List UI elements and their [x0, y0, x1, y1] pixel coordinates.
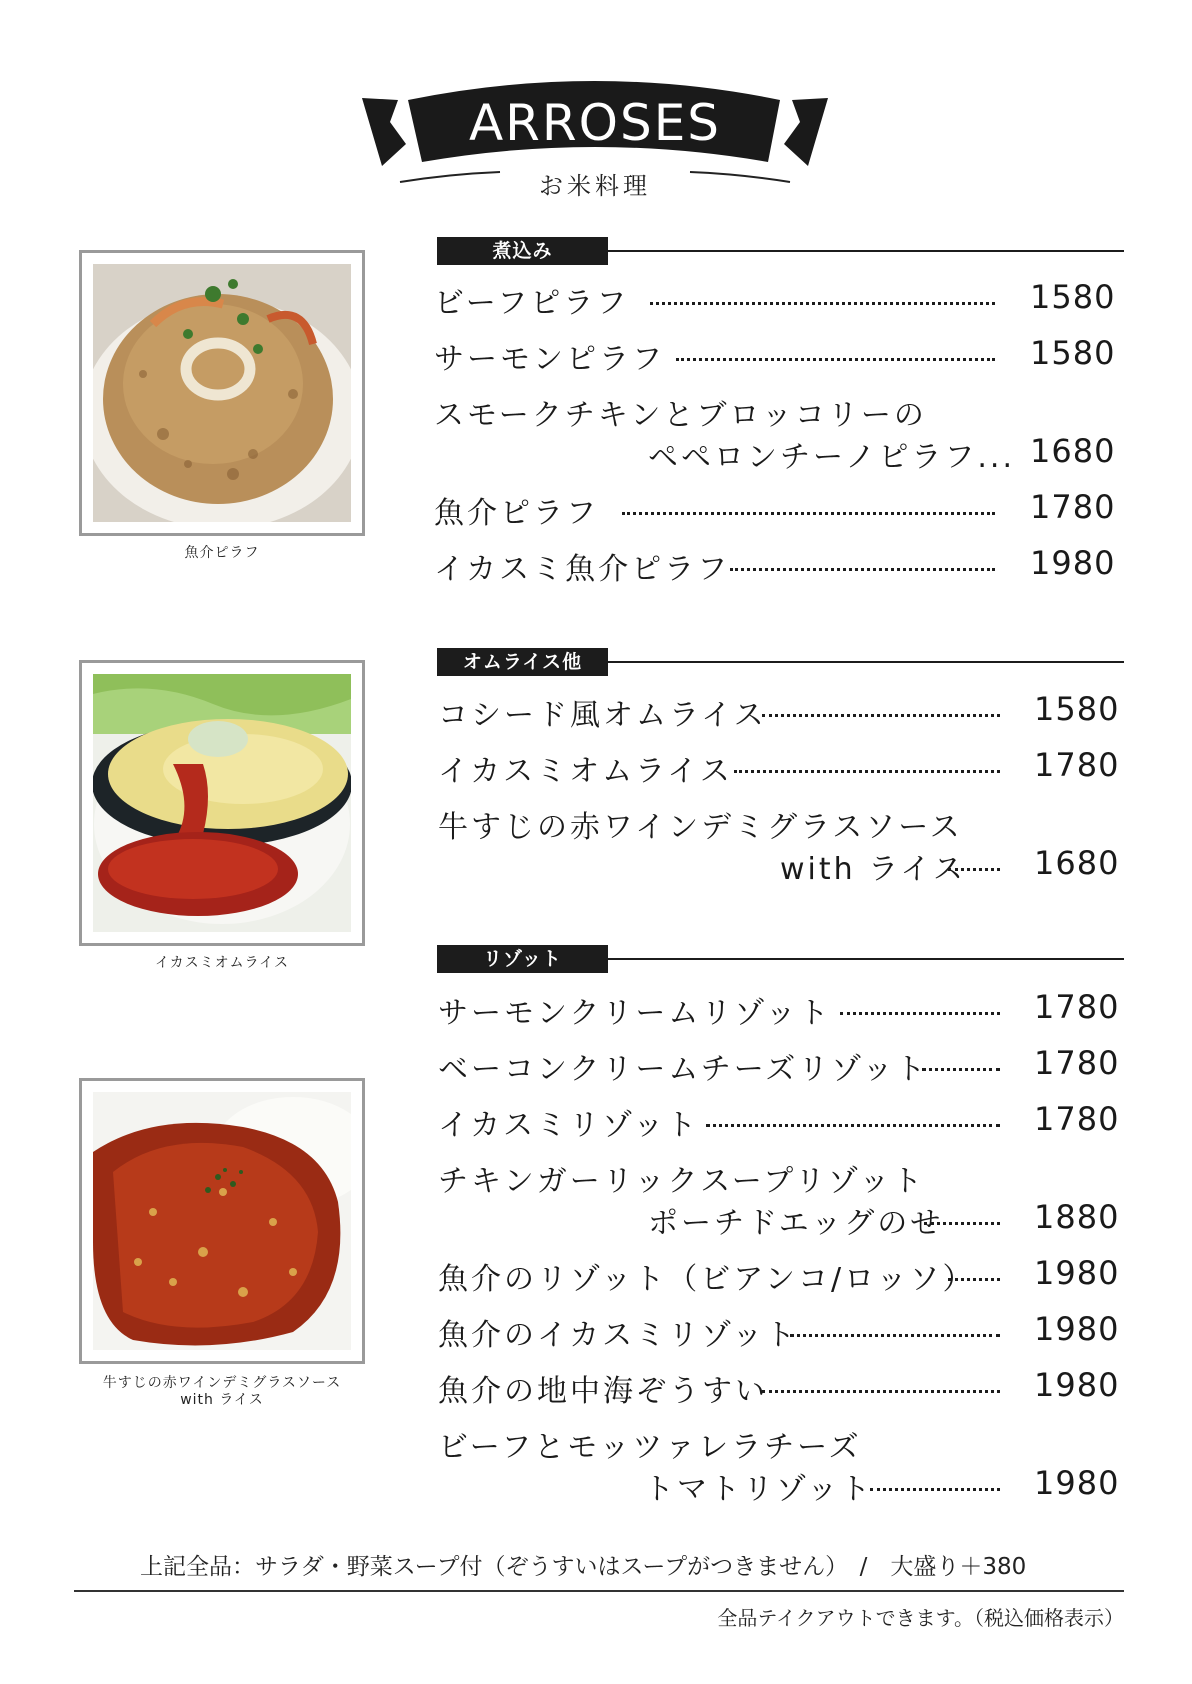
photo-caption-line1: 牛すじの赤ワインデミグラスソース — [102, 1375, 342, 1391]
menu-item-name: 魚介のイカスミリゾット — [438, 1318, 799, 1353]
title-banner — [360, 70, 830, 200]
leader-dots — [762, 1390, 1000, 1397]
leader-dots — [870, 1488, 1000, 1495]
leader-dots — [650, 302, 995, 309]
menu-item-price: 1980 — [1034, 1464, 1120, 1502]
menu-item-name: コシード風オムライス — [438, 698, 767, 733]
menu-item-price: 1580 — [1034, 690, 1120, 728]
photo-caption: イカスミオムライス — [154, 955, 290, 971]
menu-item-price: 1980 — [1034, 1366, 1120, 1404]
menu-item-price: 1880 — [1034, 1198, 1120, 1236]
photo-seafood-pilaf — [79, 250, 365, 536]
menu-item-name-line2: トマトリゾット — [644, 1472, 874, 1507]
menu-item-name: イカスミオムライス — [438, 754, 733, 789]
leader-dots — [762, 714, 1000, 721]
menu-item-name: 魚介の地中海ぞうすい — [438, 1374, 768, 1409]
leader-dots — [922, 1068, 1000, 1075]
section-header-omurice — [437, 648, 1124, 676]
section-rule — [608, 250, 1124, 252]
menu-item-price: 1980 — [1030, 544, 1116, 582]
leader-dots — [706, 1124, 1000, 1131]
menu-item-name: ビーフピラフ — [434, 286, 630, 321]
section-rule — [608, 661, 1124, 663]
leader-dots — [676, 358, 995, 365]
leader-dots — [734, 770, 1000, 777]
menu-item-name-line1: 牛すじの赤ワインデミグラスソース — [438, 810, 963, 845]
menu-item-name: サーモンピラフ — [434, 342, 665, 377]
footer-takeout-note: 全品テイクアウトできます。（税込価格表示） — [717, 1606, 1124, 1630]
section-header-stew — [437, 237, 1124, 265]
section-header-risotto — [437, 945, 1124, 973]
menu-item-price: 1580 — [1030, 278, 1116, 316]
section-title: 煮込み — [437, 237, 608, 265]
menu-item-name: 魚介ピラフ — [434, 496, 599, 531]
menu-item-price: 1780 — [1034, 1044, 1120, 1082]
menu-item-name: イカスミ魚介ピラフ — [434, 552, 731, 587]
menu-item-name: 魚介のリゾット（ビアンコ/ロッソ） — [438, 1262, 976, 1297]
leader-dots — [730, 568, 995, 575]
menu-item-name-line1: チキンガーリックスープリゾット — [438, 1164, 926, 1199]
section-rule — [608, 958, 1124, 960]
photo-squid-ink-omurice — [79, 660, 365, 946]
menu-item-price: 1580 — [1030, 334, 1116, 372]
section-title: オムライス他 — [437, 648, 608, 676]
menu-item-price: 1780 — [1034, 988, 1120, 1026]
photo-beef-tendon-demiglace — [79, 1078, 365, 1364]
menu-item-price: 1980 — [1034, 1254, 1120, 1292]
footer-note: 上記全品：サラダ・野菜スープ付（ぞうすいはスープがつきません） / 大盛り＋380 — [140, 1554, 1027, 1580]
footer-rule — [74, 1590, 1124, 1592]
menu-title: ARROSES — [468, 94, 722, 152]
menu-item-name: イカスミリゾット — [438, 1108, 700, 1143]
menu-item-name-line2: with ライス — [780, 852, 966, 887]
leader-dots — [790, 1334, 1000, 1341]
menu-item-name-line1: ビーフとモッツァレラチーズ — [438, 1430, 862, 1465]
menu-item-price: 1680 — [1034, 844, 1120, 882]
menu-item-price: 1780 — [1034, 746, 1120, 784]
menu-item-name-line2: ポーチドエッグのせ — [648, 1206, 944, 1241]
leader-dots — [948, 868, 1000, 875]
leader-dots — [622, 512, 995, 519]
menu-item-price: 1780 — [1034, 1100, 1120, 1138]
menu-item-name: サーモンクリームリゾット — [438, 996, 832, 1031]
leader-dots — [924, 1222, 1000, 1229]
photo-caption-line2: with ライス — [180, 1392, 264, 1408]
menu-item-price: 1980 — [1034, 1310, 1120, 1348]
menu-item-price: 1680 — [1030, 432, 1116, 470]
menu-item-name-line1: スモークチキンとブロッコリーの — [434, 398, 927, 433]
leader-dots — [948, 1278, 1000, 1285]
menu-subtitle: お米料理 — [539, 172, 651, 200]
menu-item-name: ベーコンクリームチーズリゾット — [438, 1052, 929, 1087]
menu-item-price: 1780 — [1030, 488, 1116, 526]
menu-item-name-line2: ペペロンチーノピラフ... — [648, 440, 1016, 475]
photo-caption: 魚介ピラフ — [184, 545, 260, 561]
section-title: リゾット — [437, 945, 608, 973]
leader-dots — [840, 1012, 1000, 1019]
